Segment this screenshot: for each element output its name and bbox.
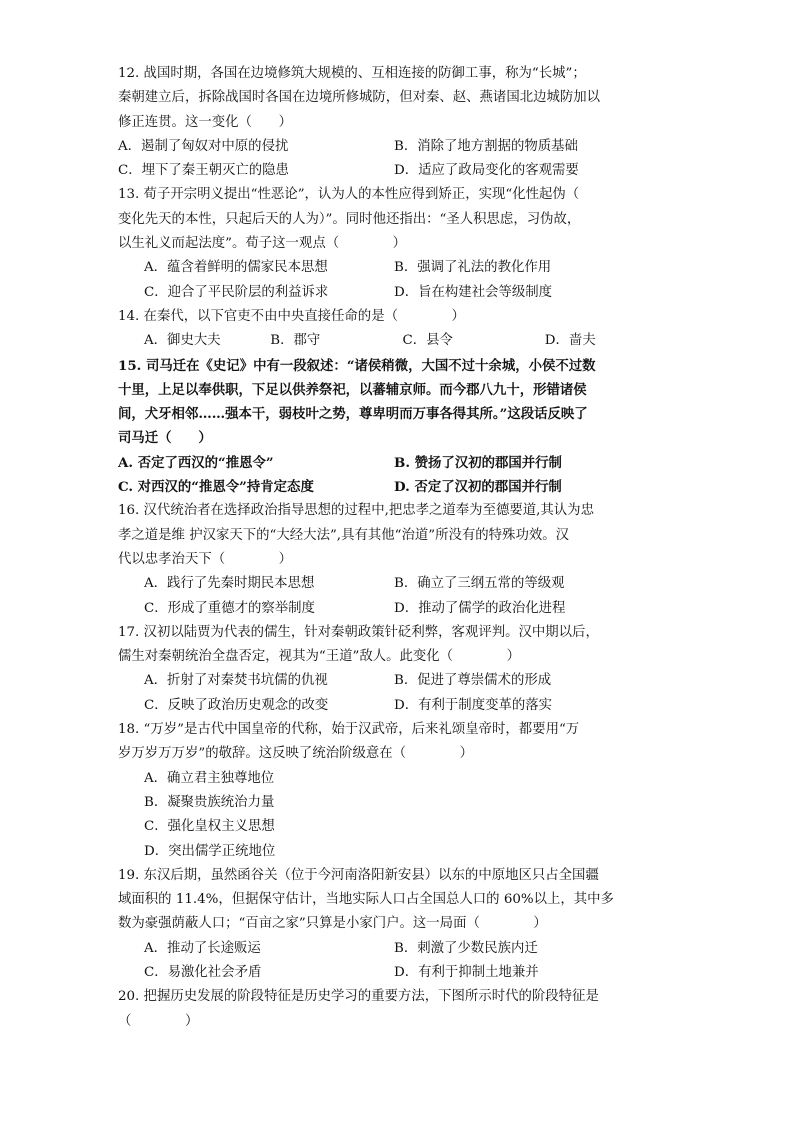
question-17-stem-line: 17. 汉初以陆贾为代表的儒生，针对秦朝政策针砭利弊，客观评判。汉中期以后， (118, 624, 599, 640)
question-15-stem-line: 十里，上足以奉供职，下足以供养祭祀，以蕃辅京师。而今郡八九十，形错诸侯 (118, 381, 587, 398)
question-16-stem-line: 代以忠孝治天下（ ） (118, 551, 293, 567)
question-14-options-row (118, 329, 678, 353)
question-19-stem-line: 域面积的 11.4%，但据保守估计，当地实际人口占全国总人口的 60%以上，其中多 (118, 892, 614, 908)
option-b[interactable]: B．刺激了少数民族内迁 (394, 940, 538, 956)
question-16-options-row (118, 572, 678, 596)
option-c[interactable]: C．易激化社会矛盾 (144, 964, 262, 980)
question-19-stem-line: 数为豪强荫蔽人口；“百亩之家”只算是小家门户。这一局面（ ） (118, 916, 547, 932)
question-12-options-row (118, 159, 678, 183)
question-13-stem-line: 13. 荀子开宗明义提出“性恶论”，认为人的本性应得到矫正，实现“化性起伪（ (118, 187, 580, 203)
question-18-stem-line: 18. “万岁”是古代中国皇帝的代称，始于汉武帝，后来礼颂皇帝时，都要用“万 (118, 722, 580, 738)
option-a[interactable]: A．蕴含着鲜明的儒家民本思想 (144, 260, 328, 276)
question-17 (118, 621, 678, 718)
question-15 (118, 354, 678, 500)
question-12-stem-line: 秦朝建立后，拆除战国时各国在边境所修城防，但对秦、赵、燕诸国北边城防加以 (118, 90, 601, 106)
exam-page (118, 62, 678, 1034)
question-18-stem-line: 岁万岁万万岁”的敬辞。这反映了统治阶级意在（ ） (118, 746, 473, 762)
question-12-stem-line: 修正连贯。这一变化（ ） (118, 114, 293, 130)
option-d[interactable]: D．推动了儒学的政治化进程 (394, 600, 566, 616)
option-a[interactable]: A．践行了先秦时期民本思想 (144, 576, 315, 592)
question-19-stem-line: 19. 东汉后期，虽然函谷关（位于今河南洛阳新安县）以东的中原地区只占全国疆 (118, 867, 599, 883)
option-a[interactable]: A．推动了长途贩运 (144, 940, 261, 956)
option-b[interactable]: B．郡守 (270, 333, 321, 349)
question-15-stem-line: 间，犬牙相邻……强本干，弱枝叶之势，尊卑明而万事各得其所。”这段话反映了 (118, 406, 588, 423)
question-15-options-row (118, 451, 678, 475)
question-15-stem-line: 15. 司马迁在《史记》中有一段叙述：“诸侯稍微，大国不过十余城，小侯不过数 (118, 357, 596, 374)
option-a[interactable]: A．确立君主独尊地位 (144, 770, 275, 786)
option-c[interactable]: C．强化皇权主义思想 (144, 819, 275, 835)
option-b[interactable]: B．确立了三纲五常的等级观 (394, 576, 565, 592)
question-15-options-row (118, 475, 678, 499)
option-d[interactable]: D．有利于制度变革的落实 (394, 697, 553, 713)
option-a[interactable]: A．折射了对秦焚书坑儒的仇视 (144, 673, 328, 689)
option-c[interactable]: C. 对西汉的“推恩令”持肯定态度 (118, 479, 314, 496)
question-12-stem-line: 12. 战国时期，各国在边境修筑大规模的、互相连接的防御工事，称为“长城”； (118, 66, 586, 81)
option-b[interactable]: B．消除了地方割据的物质基础 (394, 138, 578, 154)
option-b[interactable]: B．强调了礼法的教化作用 (394, 260, 552, 276)
question-16 (118, 499, 678, 620)
option-c[interactable]: C．埋下了秦王朝灭亡的隐患 (118, 163, 289, 179)
question-20-stem-line: 20. 把握历史发展的阶段特征是历史学习的重要方法，下图所示时代的阶段特征是 (118, 989, 599, 1005)
question-17-stem-line: 儒生对秦朝统治全盘否定，视其为“王道”敌人。此变化（ ） (118, 649, 521, 665)
question-13-options-row (118, 256, 678, 280)
option-b[interactable]: B．促进了尊崇儒术的形成 (394, 673, 552, 689)
question-13-stem-line: 以生礼义而起法度”。荀子这一观点（ ） (118, 236, 407, 252)
question-16-stem-line: 孝之道是维 护汉家天下的“大经大法”,具有其他“治道”所没有的特殊功效。汉 (118, 527, 570, 543)
option-b[interactable]: B．凝聚贵族统治力量 (144, 794, 275, 810)
question-12 (118, 62, 678, 183)
question-16-options-row (118, 597, 678, 621)
option-a[interactable]: A．御史大夫 (144, 333, 221, 349)
option-d[interactable]: D．啬夫 (544, 333, 596, 349)
option-c[interactable]: C．反映了政治历史观念的改变 (144, 697, 329, 713)
question-14 (118, 305, 678, 354)
question-19-options-row (118, 961, 678, 985)
option-d[interactable]: D．突出儒学正统地位 (144, 843, 276, 859)
option-d[interactable]: D. 否定了汉初的郡国并行制 (394, 479, 562, 496)
question-14-stem-line: 14. 在秦代，以下官吏不由中央直接任命的是（ ） (118, 308, 465, 324)
question-19-options-row (118, 937, 678, 961)
question-13-options-row (118, 281, 678, 305)
question-18 (118, 718, 678, 864)
option-d[interactable]: D．适应了政局变化的客观需要 (394, 163, 579, 179)
question-17-options-row (118, 694, 678, 718)
question-19 (118, 864, 678, 985)
option-c[interactable]: C．形成了重德才的察举制度 (144, 600, 315, 616)
option-c[interactable]: C．县令 (402, 333, 453, 349)
option-a[interactable]: A. 否定了西汉的“推恩令” (118, 454, 274, 471)
question-20 (118, 985, 678, 1034)
question-16-stem-line: 16. 汉代统治者在选择政治指导思想的过程中,把忠孝之道奉为至德要道,其认为忠 (118, 503, 594, 519)
question-12-options-row (118, 135, 678, 159)
question-13 (118, 183, 678, 304)
option-d[interactable]: D．旨在构建社会等级制度 (394, 284, 553, 300)
question-15-stem-line: 司马迁（ ） (118, 430, 212, 447)
option-a[interactable]: A．遏制了匈奴对中原的侵扰 (118, 138, 289, 154)
option-d[interactable]: D．有利于抑制土地兼并 (394, 964, 539, 980)
option-c[interactable]: C．迎合了平民阶层的利益诉求 (144, 284, 329, 300)
question-17-options-row (118, 669, 678, 693)
question-20-stem-line: （ ） (118, 1013, 199, 1029)
option-b[interactable]: B. 赞扬了汉初的郡国并行制 (394, 454, 562, 471)
question-13-stem-line: 变化先天的本性，只起后天的人为）”。同时他还指出：“圣人积思虑，习伪故， (118, 211, 581, 227)
